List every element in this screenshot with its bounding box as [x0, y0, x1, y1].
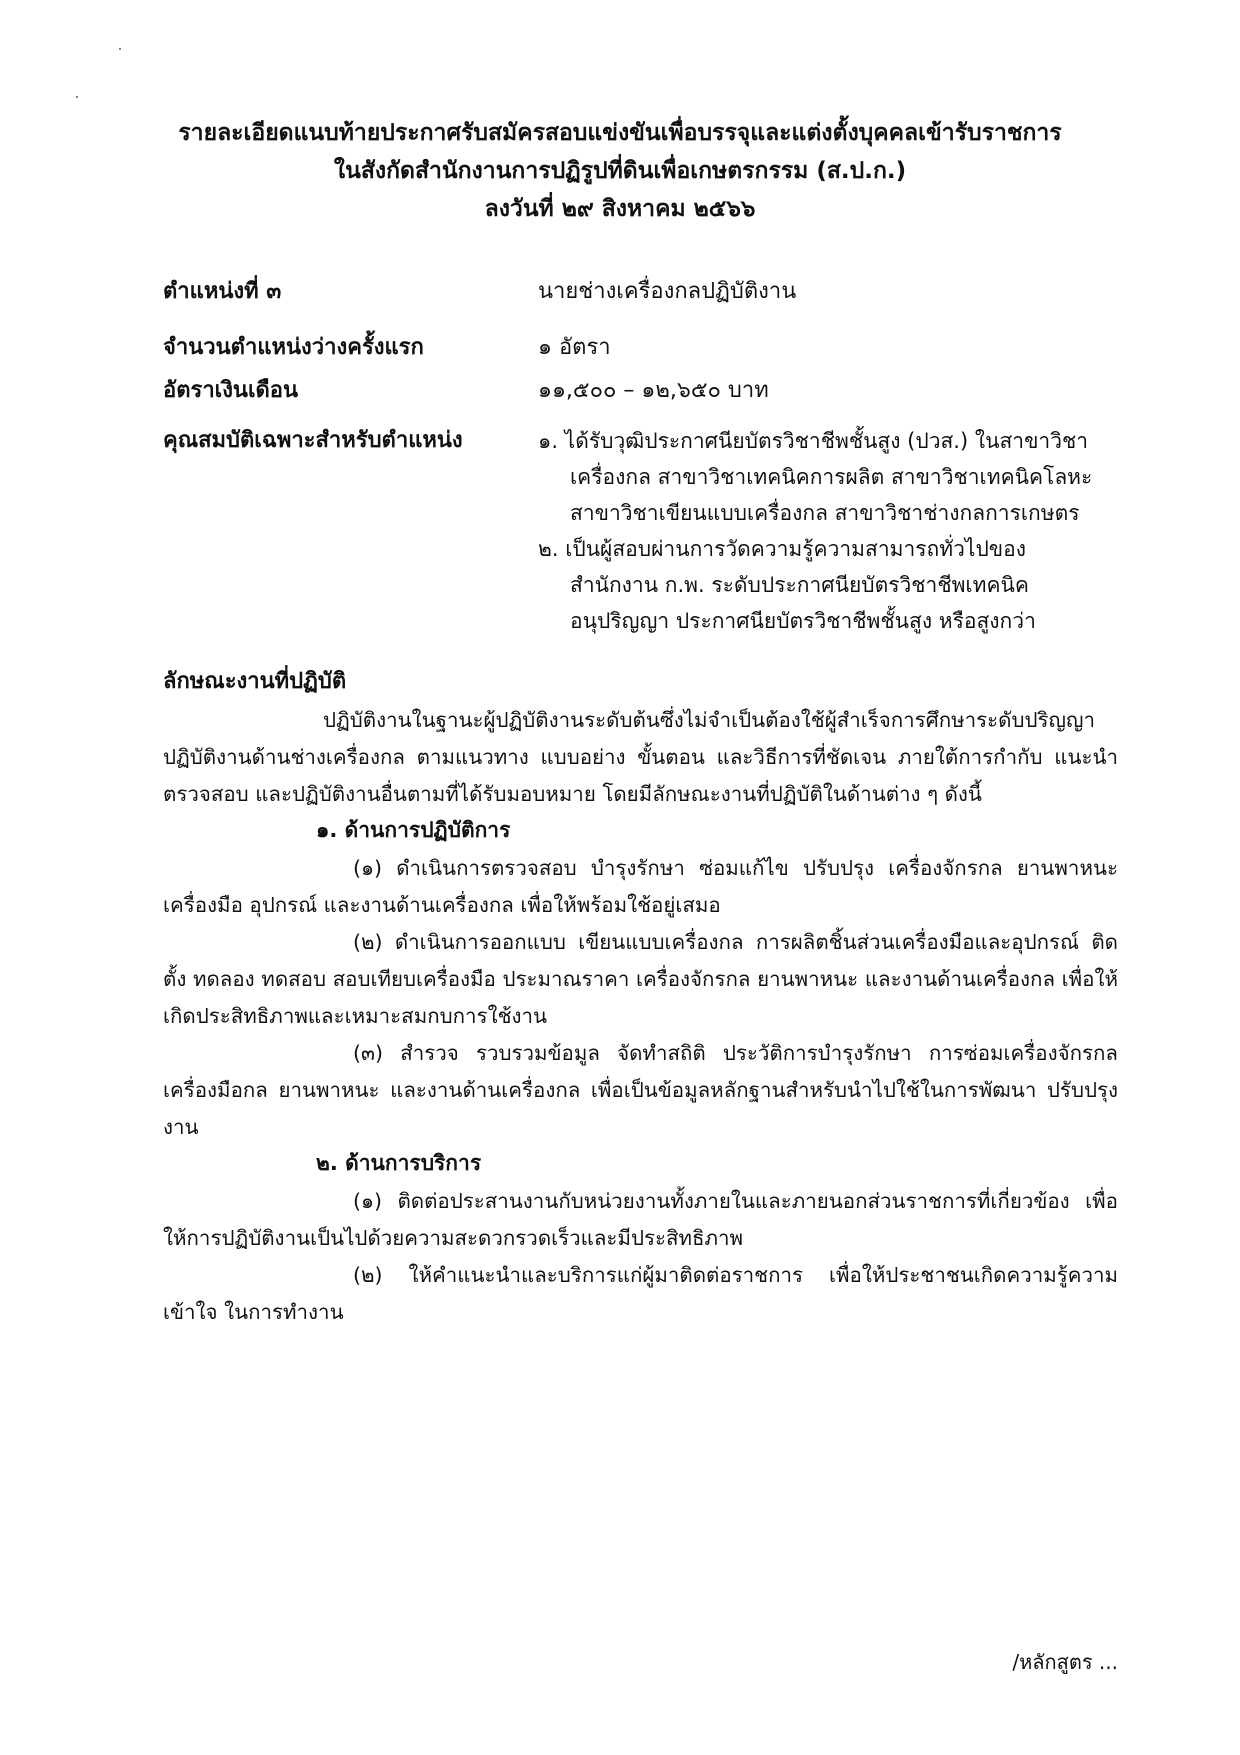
service-item-2: (๒) ให้คำแนะนำและบริการแก่ผู้มาติดต่อราชการ เพื่อให้ประชาชนเกิดความรู้ความเข้าใจ ในการทำงาน [163, 1263, 1118, 1324]
salary-value: ๑๑,๕๐๐ – ๑๒,๖๕๐ บาท [538, 378, 769, 403]
position-value: นายช่างเครื่องกลปฏิบัติงาน [538, 279, 797, 304]
header-title-line-1: รายละเอียดแนบท้ายประกาศรับสมัครสอบแข่งขันเพื่อบรรจุและแต่งตั้งบุคคลเข้ารับราชการ [178, 120, 1062, 146]
header-title-line-2: ในสังกัดสำนักงานการปฏิรูปที่ดินเพื่อเกษตรกรรม (ส.ป.ก.) [333, 158, 907, 184]
vacancy-label: จำนวนตำแหน่งว่างครั้งแรก [163, 335, 424, 360]
service-item-1: (๑) ติดต่อประสานงานกับหน่วยงานทั้งภายในและภายนอกส่วนราชการที่เกี่ยวข้อง เพื่อให้การปฏิบัติงานเป็นไปด้วยความสะดวกรวดเร็วและมีประสิทธิภาพ [163, 1189, 1118, 1250]
operations-item-2: (๒) ดำเนินการออกแบบ เขียนแบบเครื่องกล การผลิตชิ้นส่วนเครื่องมือและอุปกรณ์ ติดตั้ง ทดลอง ทดสอบ สอบเทียบเครื่องมือ ประมาณราคา เครื่องจักรกล ยานพาหนะ และงานด้านเครื่องกล เพื่อให้เกิดประสิทธิภาพและเหมาะสมกบการใช้งาน [163, 930, 1118, 1028]
service-section-title: ๒. ด้านการบริการ [316, 1151, 482, 1175]
qualifications-label: คุณสมบัติเฉพาะสำหรับตำแหน่ง [163, 428, 463, 453]
vacancy-value: ๑ อัตรา [538, 335, 611, 360]
qualifications-list [538, 423, 1118, 639]
operations-item-3: (๓) สำรวจ รวบรวมข้อมูล จัดทำสถิติ ประวัติการบำรุงรักษา การซ่อมเครื่องจักรกล เครื่องมือกล ยานพาหนะ และงานด้านเครื่องกล เพื่อเป็นข้อมูลหลักฐานสำหรับนำไปใช้ในการพัฒนา ปรับปรุงงาน [163, 1041, 1118, 1139]
qualification-item: ๒. เป็นผู้สอบผ่านการวัดความรู้ความสามารถทั่วไปของ สำนักงาน ก.พ. ระดับประกาศนียบัตรวิชาชีพเทคนิค อนุปริญญา ประกาศนียบัตรวิชาชีพชั้นสูง หรือสูงกว่า [538, 537, 1036, 633]
salary-label: อัตราเงินเดือน [163, 378, 299, 403]
position-label: ตำแหน่งที่ ๓ [163, 279, 282, 304]
operations-section-title: ๑. ด้านการปฏิบัติการ [316, 818, 511, 842]
job-intro-paragraph: ปฏิบัติงานในฐานะผู้ปฏิบัติงานระดับต้นซึ่งไม่จำเป็นต้องใช้ผู้สำเร็จการศึกษาระดับปริญญา ปฏิบัติงานด้านช่างเครื่องกล ตามแนวทาง แบบอย่าง ขั้นตอน และวิธีการที่ชัดเจน ภายใต้การกำกับ แนะนำ ตรวจสอบ และปฏิบัติงานอื่นตามที่ได้รับมอบหมาย โดยมีลักษณะงานที่ปฏิบัติในด้านต่าง ๆ ดังนี้ [163, 708, 1118, 806]
job-section-title: ลักษณะงานที่ปฏิบัติ [163, 669, 347, 694]
header-date-line: ลงวันที่ ๒๙ สิงหาคม ๒๕๖๖ [484, 196, 756, 222]
scan-speck [119, 48, 121, 50]
scan-speck [76, 96, 78, 98]
operations-item-1: (๑) ดำเนินการตรวจสอบ บำรุงรักษา ซ่อมแก้ไข ปรับปรุง เครื่องจักรกล ยานพาหนะ เครื่องมือ อุปกรณ์ และงานด้านเครื่องกล เพื่อให้พร้อมใช้อยู่เสมอ [163, 856, 1118, 917]
page-continuation-marker: /หลักสูตร ... [1012, 1650, 1118, 1674]
qualification-item: ๑. ได้รับวุฒิประกาศนียบัตรวิชาชีพชั้นสูง (ปวส.) ในสาขาวิชาเครื่องกล สาขาวิชาเทคนิคการผลิต สาขาวิชาเทคนิคโลหะ สาขาวิชาเขียนแบบเครื่องกล สาขาวิชาช่างกลการเกษตร [538, 429, 1093, 525]
